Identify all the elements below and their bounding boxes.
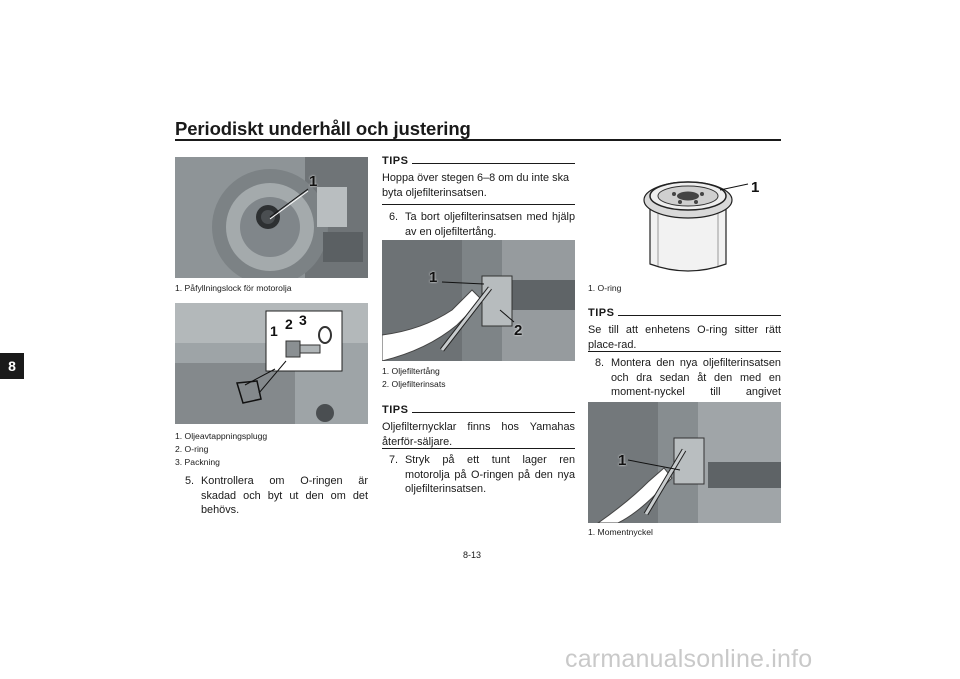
figure-caption: 1. Oljefiltertång — [382, 366, 440, 376]
step-number: 7. — [389, 454, 399, 466]
figure-caption: 1. Påfyllningslock för motorolja — [175, 283, 292, 293]
tips-label: TIPS — [382, 155, 409, 167]
figure-caption: 2. Oljefilterinsats — [382, 379, 446, 389]
figure-caption: 2. O-ring — [175, 444, 209, 454]
callout-2: 2 — [514, 322, 523, 339]
callout-1: 1 — [429, 269, 438, 286]
tips-heading — [382, 155, 575, 167]
step-number: 5. — [185, 475, 195, 487]
callout-1: 1 — [309, 173, 318, 190]
callout-2: 2 — [285, 316, 293, 332]
step-text: Ta bort oljefilterinsatsen med hjälp av en oljefiltertång. — [405, 211, 575, 238]
tips-end-rule — [588, 351, 781, 352]
tips-heading — [588, 307, 781, 319]
oil-filler-cap-photo — [175, 157, 368, 278]
watermark: carmanualsonline.info — [565, 645, 813, 673]
tips-heading — [382, 404, 575, 416]
step-text: Kontrollera om O-ringen är skadad och byt ut den om det behövs. — [201, 475, 368, 516]
callout-1: 1 — [751, 179, 760, 196]
step-number: 6. — [389, 211, 399, 223]
tips-label: TIPS — [382, 404, 409, 416]
tips-end-rule — [382, 448, 575, 449]
step-text: Stryk på ett tunt lager ren motorolja på O-ringen på den nya oljefilterinsatsen. — [405, 454, 575, 495]
page-number: 8-13 — [463, 550, 482, 560]
tips-text: Se till att enhetens O-ring sitter rätt place-rad. — [588, 324, 781, 351]
page-title: Periodiskt underhåll och justering — [175, 118, 471, 139]
figure-caption: 3. Packning — [175, 457, 220, 467]
callout-1: 1 — [618, 452, 627, 469]
torque-wrench-photo — [588, 402, 781, 523]
chapter-tab: 8 — [0, 353, 24, 379]
tips-label: TIPS — [588, 307, 615, 319]
tips-end-rule — [382, 204, 575, 205]
figure-caption: 1. Oljeavtappningsplugg — [175, 431, 268, 441]
step-text: Montera den nya oljefilterinsatsen och dra sedan åt den med en moment-nyckel till angivet — [611, 357, 781, 398]
figure-caption: 1. O-ring — [588, 283, 622, 293]
step-5 — [185, 474, 368, 518]
callout-1: 1 — [270, 323, 278, 339]
oil-filter-wrench-photo — [382, 240, 575, 361]
tips-text: Oljefilternycklar finns hos Yamahas återför-säljare. — [382, 421, 575, 448]
figure-caption: 1. Momentnyckel — [588, 527, 653, 537]
oil-filter-illustration — [588, 160, 781, 282]
step-number: 8. — [595, 357, 605, 369]
callout-3: 3 — [299, 312, 307, 328]
tips-text: Hoppa över stegen 6–8 om du inte ska byta oljefilterinsatsen. — [382, 172, 570, 199]
title-rule — [175, 139, 781, 141]
drain-bolt-photo — [175, 303, 368, 424]
step-6 — [389, 210, 575, 239]
step-7 — [389, 453, 575, 497]
